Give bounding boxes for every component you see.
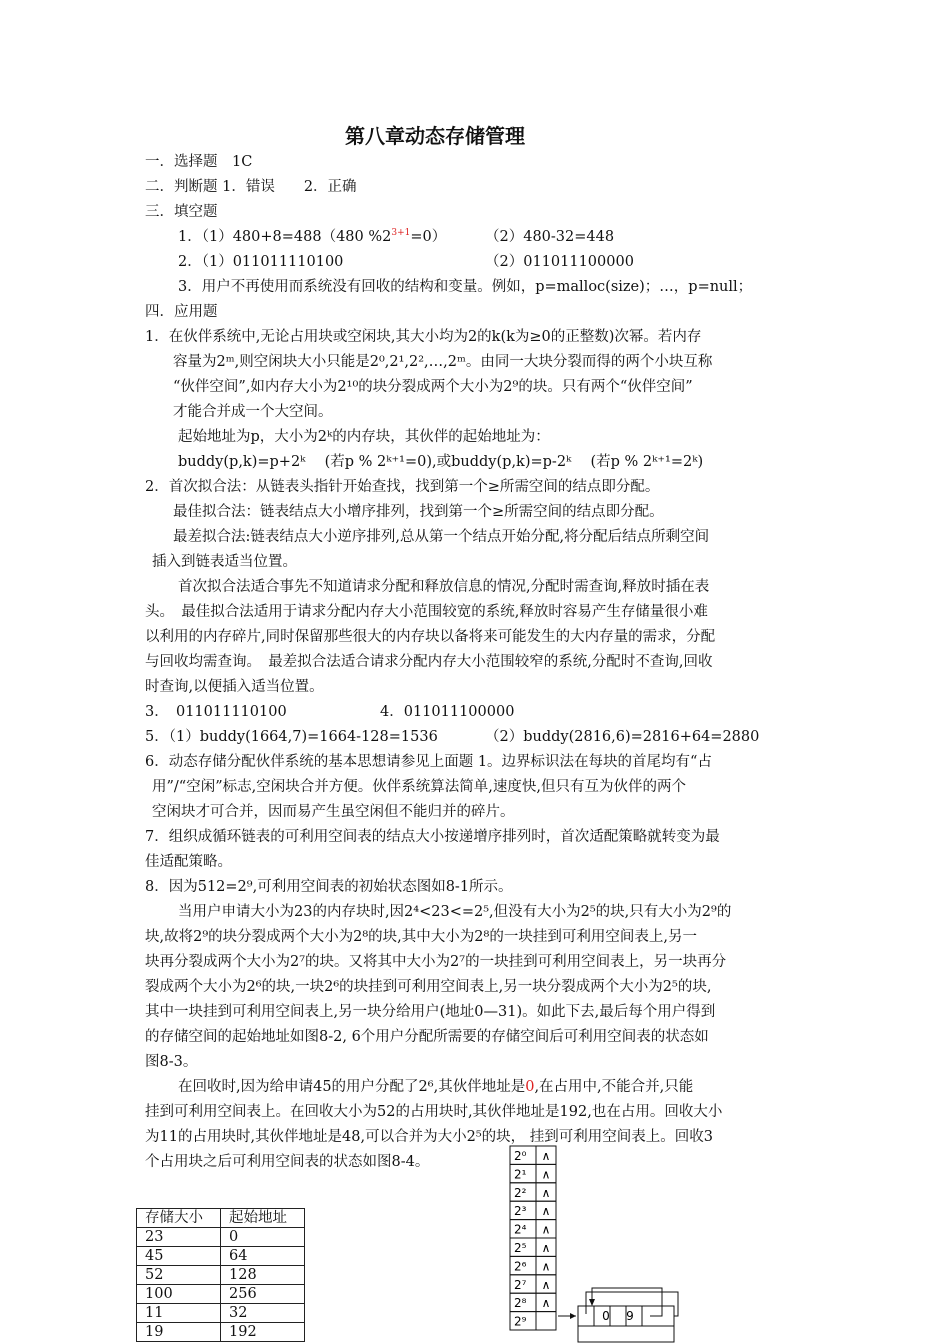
null-pointer-symbol: ∧ [541, 1167, 551, 1182]
fill-line-1-exponent: 3+1 [391, 228, 411, 238]
a1-line: 起始地址为p，大小为2ᵏ的内存块，其伙伴的起始地址为： [178, 429, 550, 445]
table-cell: 192 [221, 1323, 305, 1342]
free-list-size-label: 2⁰ [514, 1149, 527, 1163]
arrow-head [570, 1313, 576, 1319]
fill-line-2: 2．（1）011011110100 [178, 254, 344, 270]
free-list-size-label: 2⁹ [514, 1314, 527, 1329]
table-cell: 256 [221, 1285, 305, 1304]
fill-line-3: 3．用户不再使用而系统没有回收的结构和变量。例如，p=malloc(size)；…，p=null； [178, 279, 753, 295]
allocation-table [136, 1208, 305, 1342]
table-row [137, 1304, 305, 1323]
a8-recycle-line: 挂到可利用空间表上。在回收大小为52的占用块时,其伙伴地址是192,也在占用。回收大小 [145, 1104, 723, 1120]
null-pointer-symbol: ∧ [541, 1149, 551, 1163]
table-cell: 19 [137, 1323, 221, 1342]
table-cell: 0 [221, 1228, 305, 1247]
a2-para: 时查询,以便插入适当位置。 [145, 679, 324, 695]
a1-line: 1．在伙伴系统中,无论占用块或空闲块,其大小均为2的k(k为≥0的正整数)次幂。若内存 [145, 329, 702, 345]
a4-line: 4．011011100000 [380, 704, 515, 720]
a6-line: 6．动态存储分配伙伴系统的基本思想请参见上面题 1。边界标识法在每块的首尾均有“占 [145, 754, 712, 770]
null-pointer-symbol: ∧ [541, 1222, 551, 1237]
table-header: 存储大小 [137, 1209, 221, 1228]
page-title: 第八章动态存储管理 [345, 124, 525, 148]
null-pointer-symbol: ∧ [541, 1296, 551, 1311]
a8-para: 裂成两个大小为2⁶的块,一块2⁶的块挂到可利用空间表上,另一块分裂成两个大小为2⁵的块, [145, 979, 712, 995]
table-row [137, 1228, 305, 1247]
node-size-text: 9 [626, 1309, 634, 1323]
table-cell: 64 [221, 1247, 305, 1266]
table-cell: 52 [137, 1266, 221, 1285]
table-cell: 23 [137, 1228, 221, 1247]
a7-line: 佳适配策略。 [145, 854, 232, 870]
arrow-head [589, 1299, 595, 1306]
table-cell: 45 [137, 1247, 221, 1266]
a1-line: “伙伴空间”,如内存大小为2¹⁰的块分裂成两个大小为2⁹的块。只有两个“伙伴空间” [173, 379, 693, 395]
section-choice: 一．选择题 1C [145, 154, 253, 170]
a2-line: 插入到链表适当位置。 [152, 554, 297, 570]
table-header: 起始地址 [221, 1209, 305, 1228]
a2-line: 最佳拟合法：链表结点大小增序排列，找到第一个≥所需空间的结点即分配。 [173, 504, 664, 520]
a8-recycle-line: 个占用块之后可利用空间表的状态如图8-4。 [145, 1154, 430, 1170]
free-list-size-label: 2⁴ [514, 1222, 527, 1237]
section-judge: 二．判断题 1．错误 2．正确 [145, 179, 357, 195]
a8-para: 块再分裂成两个大小为2⁷的块。又将其中大小为2⁷的一块挂到可利用空间表上，另一块再分 [145, 954, 727, 970]
table-header-row [137, 1209, 305, 1228]
a8-para: 块,故将2⁹的块分裂成两个大小为2⁸的块,其中大小为2⁸的一块挂到可利用空间表上,另一 [145, 929, 697, 945]
section-application: 四．应用题 [145, 304, 218, 320]
free-list-size-label: 2⁸ [514, 1296, 527, 1311]
a5-line: 5．（1）buddy(1664,7)=1664-128=1536 [145, 729, 438, 745]
null-pointer-symbol: ∧ [541, 1277, 551, 1292]
a2-para: 头。 最佳拟合法适用于请求分配内存大小范围较宽的系统,释放时容易产生存储量很小难 [145, 604, 708, 620]
null-pointer-symbol: ∧ [541, 1185, 551, 1200]
a7-line: 7．组织成循环链表的可利用空间表的结点大小按递增序排列时，首次适配策略就转变为最 [145, 829, 720, 845]
a1-line: 容量为2ᵐ,则空闲块大小只能是2⁰,2¹,2²,…,2ᵐ。由同一大块分裂而得的两个小块互称 [173, 354, 713, 370]
a8-recycle-line: 为11的占用块时,其伙伴地址是48,可以合并为大小2⁵的块， 挂到可利用空间表上。回收3 [145, 1129, 713, 1145]
null-pointer-symbol: ∧ [541, 1241, 551, 1255]
a2-line: 2．首次拟合法：从链表头指针开始查找，找到第一个≥所需空间的结点即分配。 [145, 479, 660, 495]
table-cell: 128 [221, 1266, 305, 1285]
a8-para: 的存储空间的起始地址如图8-2, 6个用户分配所需要的存储空间后可利用空间表的状态如 [145, 1029, 709, 1045]
table-row [137, 1266, 305, 1285]
a8-line: 8．因为512=2⁹,可利用空间表的初始状态图如8-1所示。 [145, 879, 513, 895]
table-row [137, 1247, 305, 1266]
table-cell: 11 [137, 1304, 221, 1323]
free-node-lower [578, 1326, 674, 1342]
free-list-pointer-cell [536, 1312, 556, 1330]
free-list-size-label: 2⁶ [514, 1259, 527, 1274]
free-list-size-label: 2⁷ [514, 1277, 527, 1292]
a8-para: 当用户申请大小为23的内存块时,因2⁴<23<=2⁵,但没有大小为2⁵的块,只有大小为2⁹的 [178, 904, 732, 920]
fill-line-2b: （2）011011100000 [485, 254, 634, 270]
buddy-address-highlight: 0 [525, 1079, 535, 1095]
a1-line: 才能合并成一个大空间。 [173, 404, 333, 420]
fill-line-1: 1．（1）480+8=488（480 $\%2^{3+1}=0$） [178, 228, 447, 245]
a6-line: 空闲块才可合并，因而易产生虽空闲但不能归并的碎片。 [152, 804, 515, 820]
a5-line-b: （2）buddy(2816,6)=2816+64=2880 [485, 729, 760, 745]
free-list-size-label: 2² [514, 1185, 527, 1200]
a8-para: 其中一块挂到可利用空间表上,另一块分给用户(地址0—31)。如此下去,最后每个用户得到 [145, 1004, 716, 1020]
a2-line: 最差拟合法:链表结点大小逆序排列,总从第一个结点开始分配,将分配后结点所剩空间 [173, 529, 710, 545]
table-cell: 32 [221, 1304, 305, 1323]
node-tag-text: 0 [602, 1309, 610, 1323]
a8-para: 图8-3。 [145, 1054, 198, 1070]
a1-formula: buddy(p,k)=p+2ᵏ (若p % 2ᵏ⁺¹=0),或buddy(p,k)=p-2ᵏ (若p % 2ᵏ⁺¹=2ᵏ) [178, 454, 704, 470]
section-fill: 三．填空题 [145, 204, 218, 220]
null-pointer-symbol: ∧ [541, 1204, 551, 1219]
a8-recycle-line: 在回收时,因为给申请45的用户分配了2⁶,其伙伴地址是0,在占用中,不能合并,只能 [178, 1079, 694, 1095]
table-cell: 100 [137, 1285, 221, 1304]
null-pointer-symbol: ∧ [541, 1259, 551, 1274]
a2-para: 以利用的内存碎片,同时保留那些很大的内存块以备将来可能发生的大内存量的需求，分配 [145, 629, 716, 645]
free-list-size-label: 2³ [514, 1204, 527, 1219]
free-list-figure [500, 1144, 690, 1344]
a2-para: 与回收均需查询。 最差拟合法适合请求分配内存大小范围较窄的系统,分配时不查询,回收 [145, 654, 713, 670]
table-row [137, 1323, 305, 1342]
a2-para: 首次拟合法适合事先不知道请求分配和释放信息的情况,分配时需查询,释放时插在表 [178, 579, 710, 595]
table-row [137, 1285, 305, 1304]
fill-line-1b: （2）480-32=448 [485, 229, 615, 245]
free-list-size-label: 2⁵ [514, 1241, 527, 1255]
a6-line: 用”/“空闲”标志,空闲块合并方便。伙伴系统算法简单,速度快,但只有互为伙伴的两个 [152, 779, 686, 795]
free-list-size-label: 2¹ [514, 1167, 527, 1182]
a3-line: 3． 011011110100 [145, 704, 287, 720]
